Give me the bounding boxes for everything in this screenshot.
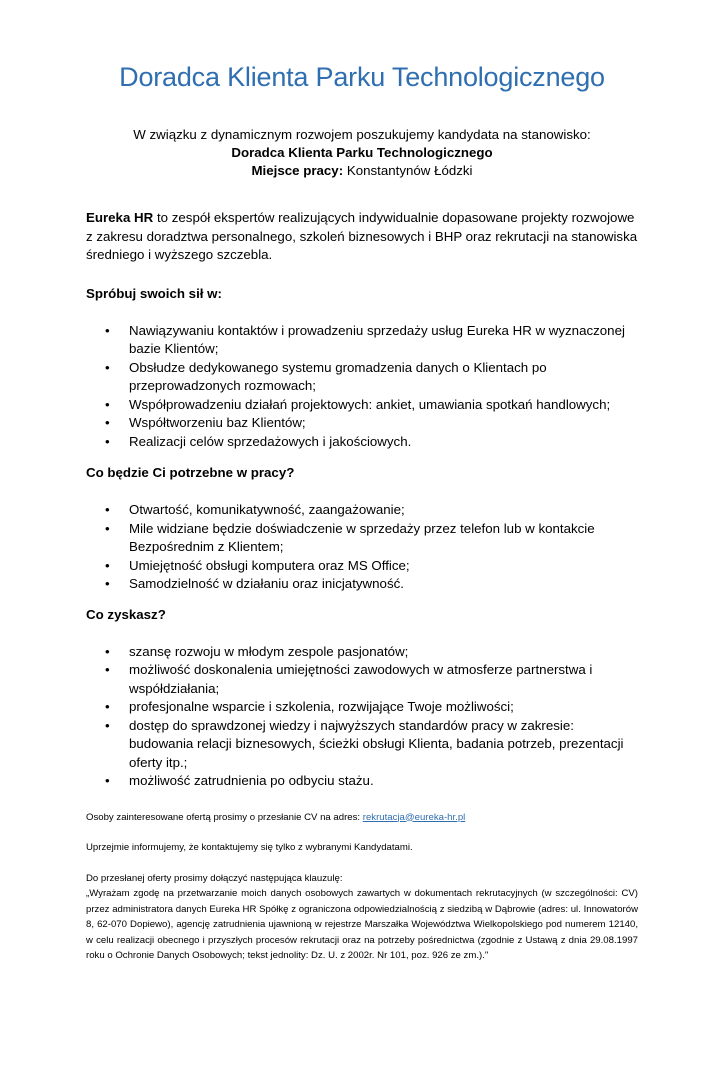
bullet-icon: • <box>105 322 110 338</box>
company-name: Eureka HR <box>86 210 154 225</box>
notice-text: Uprzejmie informujemy, że kontaktujemy się tylko z wybranymi Kandydatami. <box>86 842 413 853</box>
list-item: • Umiejętność obsługi komputera oraz MS Office; <box>86 557 638 576</box>
contact-line <box>86 810 638 826</box>
work-location <box>86 162 638 180</box>
list-item: • dostęp do sprawdzonej wiedzy i najwyższych standardów pracy w zakresie: budowania relacji biznesowych, ścieżki obsługi Klienta, badania potrzeb, prezentacji oferty itp.; <box>105 717 624 770</box>
bullet-icon: • <box>105 520 110 536</box>
list-item: • Samodzielność w działaniu oraz inicjatywność. <box>86 575 638 594</box>
list-item: • Mile widziane będzie doświadczenie w sprzedaży przez telefon lub w kontakcie Bezpośrednim z Klientem; <box>105 520 595 554</box>
intro-block <box>86 126 638 180</box>
bullet-icon: • <box>105 662 110 677</box>
bullet-icon: • <box>105 699 110 714</box>
bullet-icon: • <box>105 557 110 573</box>
section-heading-try: Spróbuj swoich sił w: <box>86 285 222 301</box>
list-item: • Współtworzeniu baz Klientów; <box>86 414 638 433</box>
document-page <box>0 62 724 1086</box>
list-item: • Współprowadzeniu działań projektowych: ankiet, umawiania spotkań handlowych; <box>86 396 638 415</box>
bullet-icon: • <box>105 359 110 375</box>
need-list <box>86 501 638 594</box>
page-title: Doradca Klienta Parku Technologicznego <box>119 62 605 92</box>
bullet-icon: • <box>105 576 110 591</box>
list-item: • szansę rozwoju w młodym zespole pasjonatów; <box>86 643 638 662</box>
bullet-icon: • <box>105 396 110 412</box>
email-link[interactable]: rekrutacja@eureka-hr.pl <box>362 811 466 823</box>
bullet-icon: • <box>105 502 110 517</box>
bullet-icon: • <box>105 773 110 788</box>
list-item: • możliwość doskonalenia umiejętności zawodowych w atmosferze partnerstwa i współdziałania; <box>105 662 593 696</box>
list-item: • profesjonalne wsparcie i szkolenia, rozwijające Twoje możliwości; <box>86 698 638 717</box>
try-list <box>86 322 638 452</box>
bullet-icon: • <box>105 433 110 449</box>
list-item: • Obsłudze dedykowanego systemu gromadzenia danych o Klientach po przeprowadzonych rozmowach; <box>105 359 547 393</box>
position-name: Doradca Klienta Parku Technologicznego <box>231 145 493 160</box>
section-heading-gain: Co zyskasz? <box>86 606 166 622</box>
bullet-icon: • <box>105 717 110 733</box>
contact-text: Osoby zainteresowane ofertą prosimy o przesłanie CV na adres: <box>86 811 361 823</box>
company-text: to zespół ekspertów realizujących indywidualnie dopasowane projekty rozwojowe z zakresu doradztwa personalnego, szkoleń biznesowych i BHP oraz rekrutacji na stanowiska średniego i wyższego szczebla. <box>86 210 638 262</box>
list-item: • Nawiązywaniu kontaktów i prowadzeniu sprzedaży usług Eureka HR w wyznaczonej bazie Klientów; <box>105 322 625 356</box>
location-label: Miejsce pracy: <box>251 163 344 178</box>
gain-list <box>86 643 638 791</box>
list-item: • możliwość zatrudnienia po odbyciu stażu. <box>86 772 638 791</box>
list-item: • Realizacji celów sprzedażowych i jakościowych. <box>86 433 638 452</box>
section-heading-need: Co będzie Ci potrzebne w pracy? <box>86 465 295 480</box>
consent-clause: „Wyrażam zgodę na przetwarzanie moich danych osobowych zawartych w dokumentach rekrutacyjnych (w szczególności: CV) przez administratora danych Eureka HR Spółkę z ograniczona odpowiedzialnością z siedzibą w Dąbrowie (adres: ul. Innowatorów 8, 62-070 Dopiewo), agencję zatrudnienia ujawnioną w rejestrze Marszałka Województwa Wielkopolskiego pod numerem 12140, w celu realizacji obecnego i przyszłych procesów rekrutacji oraz na potrzeby pośrednictwa (zgodnie z Ustawą z dnia 29.08.1997 roku o Ochronie Danych Osobowych; tekst jednolity: Dz. U. z 2002r. Nr 101, poz. 926 ze zm.)." <box>86 888 638 961</box>
company-description <box>86 209 638 265</box>
bullet-icon: • <box>105 415 110 430</box>
intro-line: W związku z dynamicznym rozwojem poszukujemy kandydata na stanowisko: <box>133 127 591 142</box>
location-value: Konstantynów Łódzki <box>346 163 473 178</box>
list-item: • Otwartość, komunikatywność, zaangażowanie; <box>86 501 638 520</box>
clause-intro: Do przesłanej oferty prosimy dołączyć następująca klauzulę: <box>86 872 343 884</box>
bullet-icon: • <box>105 643 110 659</box>
